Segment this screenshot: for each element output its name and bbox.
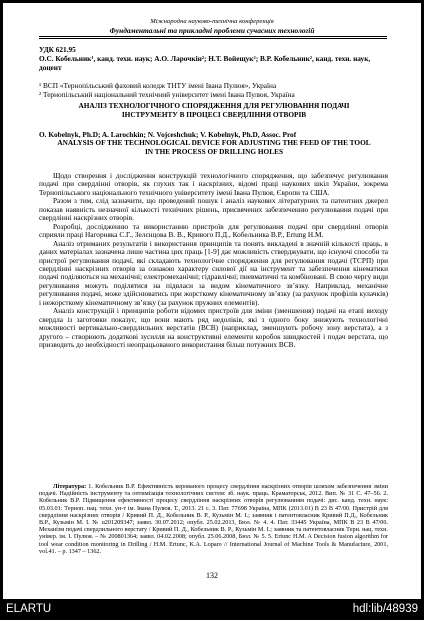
references-text: 1. Кобельник В.Р. Ефективність керованого процесу свердління наскрізних отворів шляхом забезпечення зміни подачі. Надійність інструменту та оптимізація технологічних систем: зб. наук. праць. Краматорськ, 2012. Вип. № 31 С. 47–56. 2. Кобельник В.Р. Підвищення ефективності процесу свердління наскрізних отворів регулюванням подачі: дис. канд. техн. наук: 05.03.01: Терноп. нац. техн. ун-т ім. Івана Пулюя. Т., 2013. 21 с. 3. Пат. 77698 Україна, МПК (2013.01) B 23 B 47/00. Пристрій для свердління наскрізних отворів / Кривий П. Д., Кобельник В. Р., Кузьмін М. І.; заявник і патентовласник Кривий П.Д., Кобельник В.Р., Кузьмін М. І. № u201209347; заявл. 30.07.2012; опубл. 25.02.2013, Бюл. № 4. 4. Пат. 33445 Україна, МПК В 23 В 47/00. Механізм подачі свердлильного верстату / Кривий П. Д., Кобельник В. Р., Кузьмін М. І.; заявник та патентовласник Терн. нац. техн. універ. ім. І. Пулюя. – № 200801364; заявл. 04.02.2008; опубл. 25.06.2008, Бюл. № 5. 5. Ertunc H.M. A Decision fusion algorithm for tool wear condition monitoring in Drilling / H.M. Ertunc, K.A. Loparo // International Journal of Machine Tools & Manufacture, 2001, vol.41. – p. 1347 – 1362. — [39, 483, 389, 555]
paragraph-5: Аналіз конструкцій і принципів роботи відомих пристроїв для зміни (зменшення) подачі на етапі виходу свердла із заготовки показує, що вони мають ряд недоліків, які з одного боку знижують технологічні можливості вертикально-свердлильних верстатів (ВСВ) (наприклад, зменшують робочу зону верстата), а з другого – створюють додаткові зусилля на конструктивні елементи коробок швидкостей і подач верстата, що призводить до необхідності неопрацьованого використання більш потужних ВСВ. — [39, 306, 388, 350]
title-en: ANALYSIS OF THE TECHNOLOGICAL DEVICE FOR ADJUSTING THE FEED OF THE TOOL IN THE PROCESS OF DRILLING HOLES — [57, 138, 371, 156]
header-rule-bottom — [39, 38, 387, 39]
references — [39, 483, 388, 555]
page-number: 132 — [206, 571, 218, 580]
udc-code: УДК 621.95 — [39, 45, 76, 54]
body-text — [39, 172, 388, 350]
conference-name: Міжнародна науково-технічна конференція — [150, 18, 274, 25]
paragraph-3: Розробці, дослідженню та використанню пристроїв для регулювання подачі при свердлінні отворів сприяли праці Нагорняка С.Г., Зелєнцова В. В., Кривого П.Д., Кобельника В.Р., Ertung H.M. — [39, 221, 388, 240]
authors-en: O. Kobelnyk, Ph.D; A. Larochkin; N. Vojceshchuk; V. Kobelnyk, Ph.D, Assoc. Prof — [39, 130, 297, 139]
paragraph-2: Разом з тим, слід зазначити, що проведений пошук і аналіз наукових літературних та патентних джерел показав наявність незначної кількості технічних рішень, присвячених забезпеченню регулювання подачі при свердлінні наскрізних отворів. — [39, 196, 388, 223]
references-label: Література: — [53, 483, 87, 490]
conference-title: Фундаментальні та прикладні проблеми сучасних технологій — [109, 26, 315, 35]
affiliations — [39, 82, 388, 99]
paragraph-4: Аналіз отриманих результатів і використання принципів та понять викладені в значній кількості праць, в даних матеріалах зазначена лише частина цих праць [1-9] дає можливість стверджувати, що існуючі способи та пристрої регулювання подачі, які складають технологічне спорядження для регулювання подачі (ТСРП) при свердлінні наскрізних отворів за ознакою характеру силової дії на інструмент та забезпечення кінематики подачі поділяються на механічні; електромеханічні; гідравлічні; пневматичні та комбіновані. В свою чергу види регулювання можуть поділятися на підвласи за видом кінематичного зв’язку. Наприклад, механічне регулювання подачі, може здійснюватись при жорсткому кінематичному зв’язку (за рахунок профілів кулачків) і нежорсткому кінематичному зв’язку (за рахунок пружних елементів). — [39, 238, 388, 307]
paper-page — [3, 3, 421, 599]
affiliation-1: ¹ ВСП «Тернопільський фаховий коледж ТНТУ імені Івана Пулюя», Україна — [39, 81, 277, 90]
authors-uk: О.С. Кобельник¹, канд. техн. наук; А.О. Ларочкін²; Н.Т. Войещук²; В.Р. Кобельник², канд. техн. наук, доцент — [39, 54, 371, 72]
handle-label: hdl:lib/48939 — [352, 603, 418, 615]
header-rule-top — [39, 36, 387, 37]
title-uk: АНАЛІЗ ТЕХНОЛОГІЧНОГО СПОРЯДЖЕННЯ ДЛЯ РЕГУЛЮВАННЯ ПОДАЧІ ІНСТРУМЕНТУ В ПРОЦЕСІ СВЕРДЛІННЯ ОТВОРІВ — [78, 101, 350, 119]
affiliation-2: ² Тернопільський національний технічний університет імені Івана Пулюя, Україна — [39, 89, 295, 99]
paragraph-1: Щодо створення і дослідження конструкцій технологічного спорядження, що забезпечує регулювання подачі при свердлінні отворів, як глухих так і наскрізних, відомі праці наукових шкіл України, зокрема Тернопільського національного технічного університету імені Івана Пулюя, Європи та США. — [39, 171, 388, 197]
scan-footer-bar — [0, 599, 424, 620]
repository-label: ELARTU — [6, 603, 52, 615]
